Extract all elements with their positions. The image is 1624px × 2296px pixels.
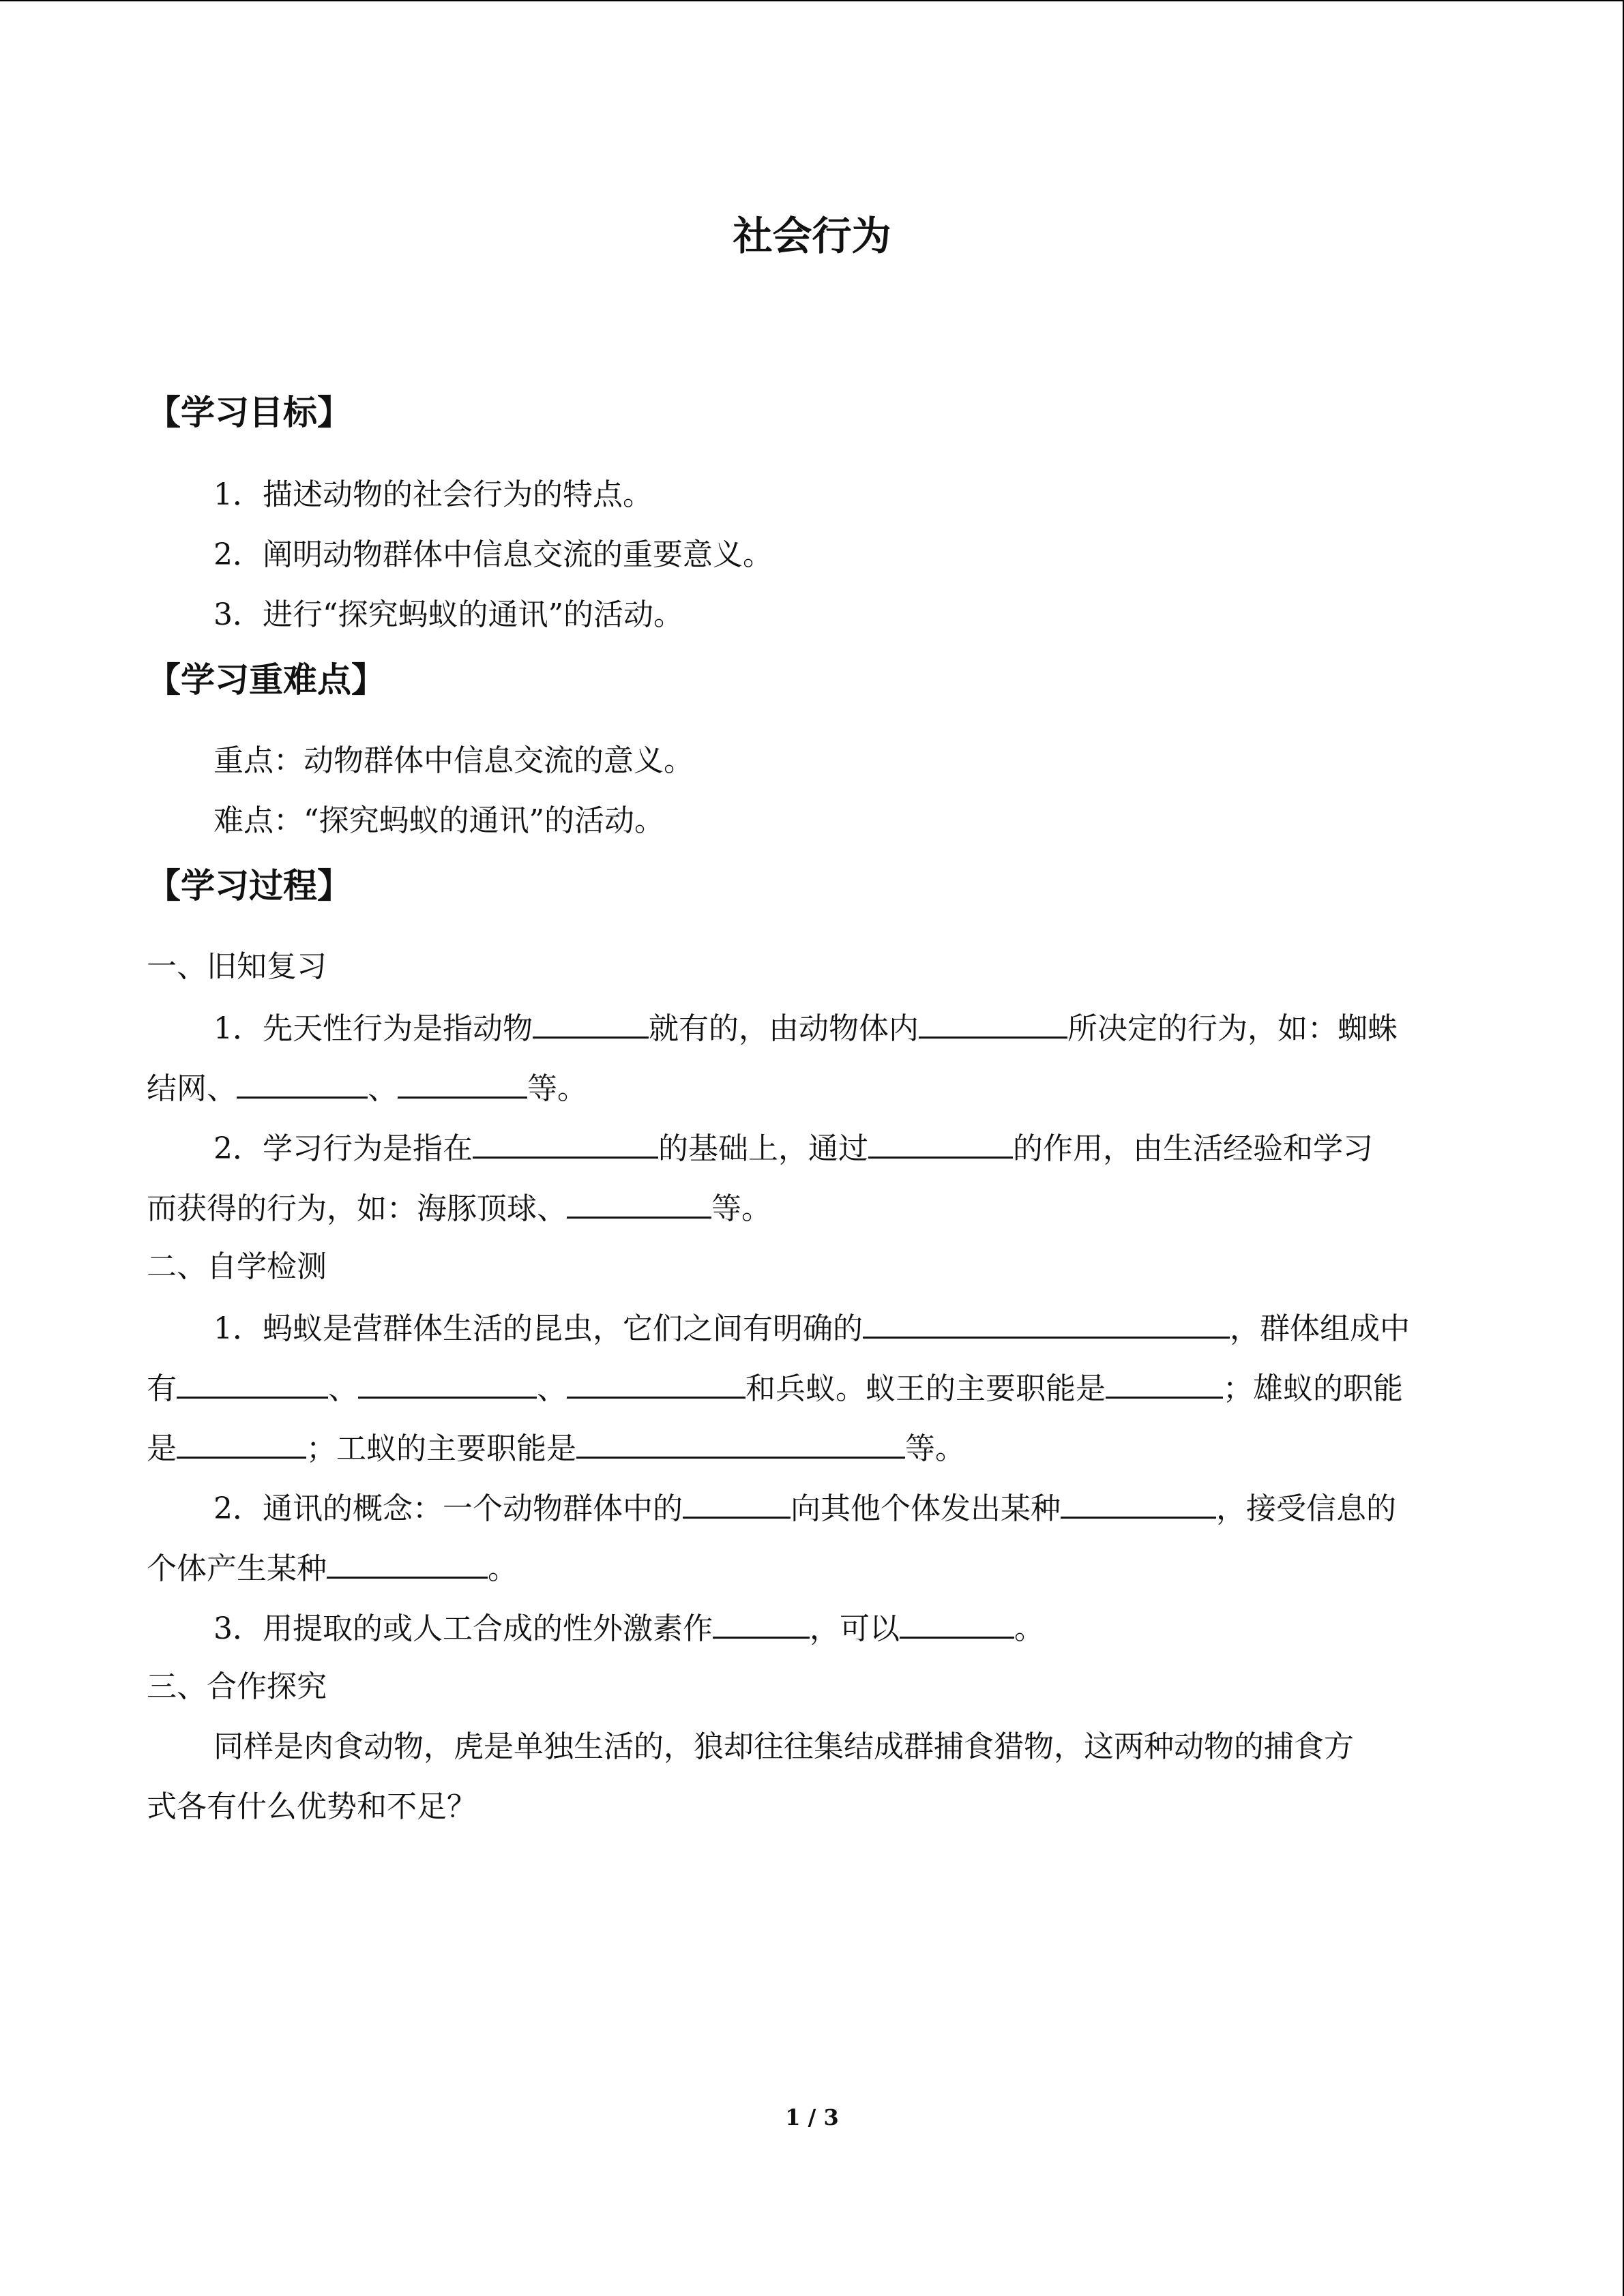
selftest-q1-line2: 有 、 、 和兵蚁。蚁王的主要职能是 ；雄蚁的职能 [147,1365,1403,1411]
page-title: 社会行为 [733,213,891,259]
blank[interactable] [327,1545,488,1579]
blank[interactable] [177,1365,328,1399]
blank[interactable] [358,1365,537,1399]
heading-process: 【学习过程】 [147,866,351,906]
goal-item-2: 2．阐明动物群体中信息交流的重要意义。 [213,537,773,572]
page-border-top [0,0,1624,1]
blank[interactable] [576,1425,905,1459]
difficult-point: 难点：“探究蚂蚁的通讯”的活动。 [213,803,664,838]
goal-item-3: 3．进行“探究蚂蚁的通讯”的活动。 [213,597,683,632]
blank[interactable] [900,1605,1014,1639]
blank[interactable] [567,1365,745,1399]
review-q1-line1: 1．先天性行为是指动物 就有的，由动物体内 所决定的行为，如：蜘蛛 [213,1005,1398,1051]
blank[interactable] [473,1125,658,1159]
review-q2-line1: 2．学习行为是指在 的基础上，通过 的作用，由生活经验和学习 [213,1125,1373,1171]
blank[interactable] [868,1125,1013,1159]
blank[interactable] [919,1005,1067,1039]
blank[interactable] [683,1485,791,1519]
heading-goals: 【学习目标】 [147,393,351,432]
blank[interactable] [177,1425,306,1459]
selftest-q2-line2: 个体产生某种 。 [147,1545,518,1591]
key-point: 重点：动物群体中信息交流的意义。 [213,743,694,778]
goal-item-1: 1．描述动物的社会行为的特点。 [213,477,653,512]
blank[interactable] [713,1605,810,1639]
blank[interactable] [567,1185,711,1219]
heading-keypoints: 【学习重难点】 [147,660,385,700]
section-review-title: 一、旧知复习 [147,949,327,984]
blank[interactable] [533,1005,649,1039]
review-q1-line2: 结网、 、 等。 [147,1065,587,1111]
page-number: 1 / 3 [785,2104,839,2130]
section-cooperate-title: 三、合作探究 [147,1669,327,1704]
cooperate-paragraph-line2: 式各有什么优势和不足？ [147,1789,477,1824]
selftest-q1-line3: 是 ；工蚁的主要职能是 等。 [147,1425,965,1471]
blank[interactable] [237,1065,368,1099]
blank[interactable] [863,1305,1230,1339]
section-selftest-title: 二、自学检测 [147,1249,327,1284]
blank[interactable] [1106,1365,1223,1399]
selftest-q3-line1: 3．用提取的或人工合成的性外激素作 ，可以 。 [213,1605,1044,1651]
cooperate-paragraph-line1: 同样是肉食动物，虎是单独生活的，狼却往往集结成群捕食猎物，这两种动物的捕食方 [213,1729,1354,1764]
review-q2-line2: 而获得的行为，如：海豚顶球、 等。 [147,1185,771,1231]
selftest-q2-line1: 2．通讯的概念：一个动物群体中的 向其他个体发出某种 ，接受信息的 [213,1485,1396,1531]
blank[interactable] [1061,1485,1216,1519]
selftest-q1-line1: 1．蚂蚁是营群体生活的昆虫，它们之间有明确的 ，群体组成中 [213,1305,1410,1351]
blank[interactable] [398,1065,527,1099]
